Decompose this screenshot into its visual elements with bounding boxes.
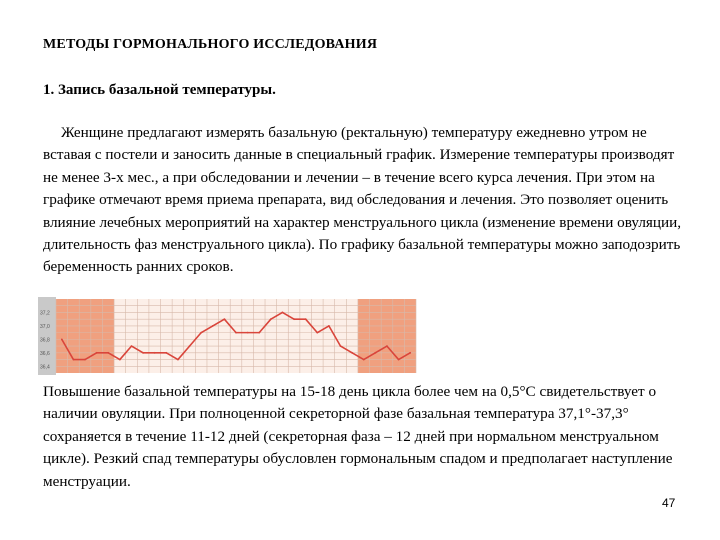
temperature-point — [200, 332, 202, 334]
temperature-point — [119, 359, 121, 361]
shaded-day-column — [79, 299, 91, 373]
temperature-point — [223, 318, 225, 320]
shaded-day-column — [393, 299, 405, 373]
heading: МЕТОДЫ ГОРМОНАЛЬНОГО ИССЛЕДОВАНИЯ — [43, 37, 378, 52]
basal-temperature-chart — [38, 297, 418, 375]
temperature-point — [235, 332, 237, 334]
temperature-point — [131, 345, 133, 347]
temperature-point — [398, 359, 400, 361]
temperature-point — [154, 352, 156, 354]
shaded-day-column — [404, 299, 416, 373]
temperature-point — [61, 338, 63, 340]
y-tick-label: 36,4 — [40, 364, 50, 371]
shaded-day-column — [91, 299, 103, 373]
temperature-point — [165, 352, 167, 354]
temperature-point — [107, 352, 109, 354]
temperature-point — [177, 359, 179, 361]
shaded-day-column — [102, 299, 114, 373]
temperature-point — [282, 312, 284, 314]
temperature-point — [270, 318, 272, 320]
paragraph-ovulation: Повышение базальной температуры на 15-18 день цикла более чем на 0,5°С свидетельствует о наличии овуляции. При полноценной секреторной фазе базальная температура 37,1°-37,3° сохраняется в течение 11-12 дней (секреторная фаза – 12 дней при нормальном менструальном цикле). Резкий спад температуры обусловлен гормональным спадом и предполагает наступление менструации. — [43, 383, 673, 490]
y-tick-label: 37,2 — [40, 310, 50, 317]
temperature-point — [247, 332, 249, 334]
y-tick-label: 37,0 — [40, 323, 50, 330]
shaded-day-column — [358, 299, 370, 373]
shaded-day-column — [381, 299, 393, 373]
temperature-point — [293, 318, 295, 320]
y-tick-label: 36,6 — [40, 350, 50, 357]
temperature-point — [316, 332, 318, 334]
temperature-point — [386, 345, 388, 347]
temperature-point — [363, 359, 365, 361]
temperature-point — [328, 325, 330, 327]
temperature-point — [189, 345, 191, 347]
subheading: 1. Запись базальной температуры. — [43, 82, 276, 98]
y-tick-label: 36,8 — [40, 337, 50, 344]
shaded-day-column — [68, 299, 80, 373]
page-number: 47 — [662, 496, 676, 510]
temperature-point — [409, 352, 411, 354]
temperature-point — [212, 325, 214, 327]
temperature-point — [258, 332, 260, 334]
temperature-point — [374, 352, 376, 354]
shaded-day-column — [56, 299, 68, 373]
temperature-point — [96, 352, 98, 354]
temperature-point — [340, 345, 342, 347]
temperature-point — [142, 352, 144, 354]
temperature-point — [305, 318, 307, 320]
shaded-day-column — [370, 299, 382, 373]
paragraph-intro: Женщине предлагают измерять базальную (ректальную) температуру ежедневно утром не вставая с постели и заносить данные в специальный график. Измерение температуры производят не менее 3-х мес., а при обследовании и лечении – в течение всего курса лечения. При этом на графике отмечают время приема препарата, вид обследования и лечения. Это позволяет оценить влияние лечебных мероприятий на характер менструального цикла (изменение времени овуляции, длительность фаз менструального цикла). По графику базальной температуры можно заподозрить беременность ранних сроков. — [43, 124, 682, 276]
temperature-point — [351, 352, 353, 354]
temperature-point — [73, 359, 75, 361]
temperature-point — [84, 359, 86, 361]
